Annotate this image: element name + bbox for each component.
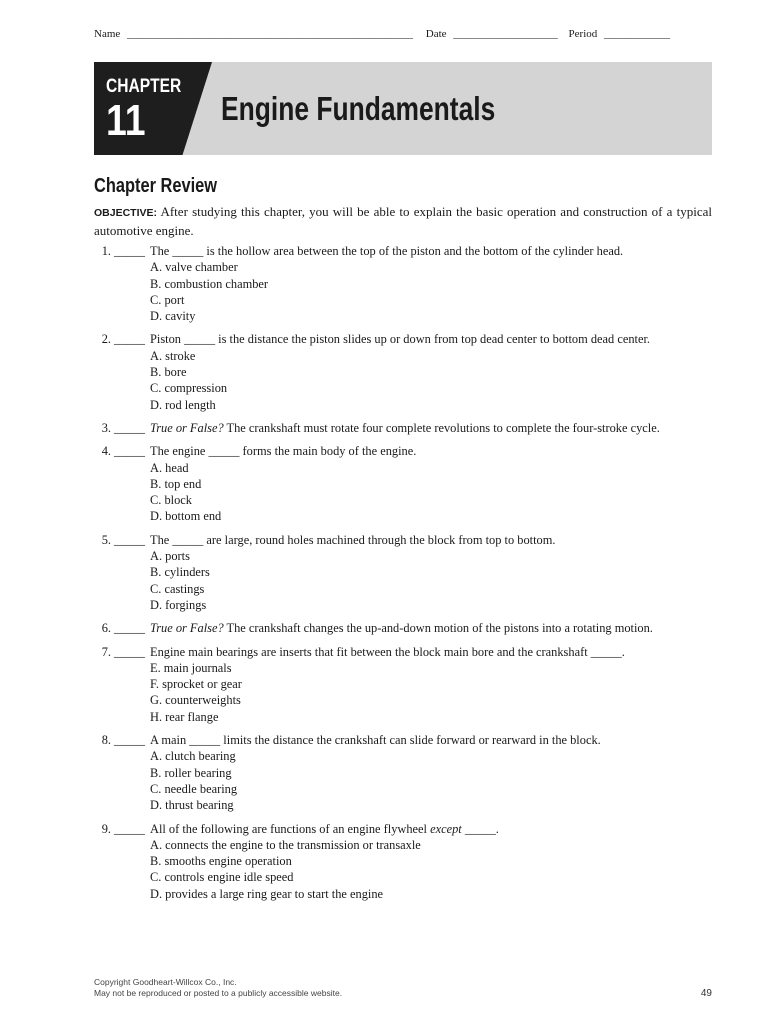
answer-option: D. forgings bbox=[150, 597, 207, 612]
answer-blank[interactable]: _____ bbox=[114, 444, 145, 459]
question-text-segment: The _____ are large, round holes machined through the block from top to bottom. bbox=[150, 532, 556, 547]
question-text-segment: The _____ is the hollow area between the top of the piston and the bottom of the cylinder head. bbox=[150, 244, 624, 258]
answer-option: A. valve chamber bbox=[150, 260, 238, 275]
answer-option: A. head bbox=[150, 460, 189, 475]
question-number: 5. bbox=[101, 532, 111, 547]
answer-option: C. castings bbox=[150, 581, 205, 596]
question-text-segment: All of the following are functions of an engine flywheel bbox=[150, 821, 431, 836]
answer-option: B. roller bearing bbox=[150, 765, 232, 780]
answer-blank[interactable]: _____ bbox=[114, 532, 145, 547]
copyright-line-2: May not be reproduced or posted to a publicly accessible website. bbox=[94, 988, 343, 998]
answer-blank[interactable]: _____ bbox=[114, 821, 145, 836]
answer-option: H. rear flange bbox=[150, 709, 219, 724]
chapter-banner bbox=[94, 62, 712, 155]
answer-option: E. main journals bbox=[150, 660, 232, 675]
question-text bbox=[150, 243, 712, 259]
answer-option: C. block bbox=[150, 493, 192, 508]
question-text-segment: _____. bbox=[461, 821, 499, 836]
question-number: 4. bbox=[101, 444, 111, 459]
question-text bbox=[150, 732, 712, 748]
question-text-segment: except bbox=[430, 821, 462, 836]
question-text-segment: A main _____ limits the distance the crankshaft can slide forward or rearward in the block. bbox=[150, 733, 601, 748]
question-item bbox=[94, 331, 712, 412]
question-item bbox=[94, 532, 712, 613]
question-text bbox=[150, 620, 712, 636]
question-item bbox=[94, 644, 712, 725]
copyright-line-1: Copyright Goodheart-Willcox Co., Inc. bbox=[94, 977, 237, 987]
question-item bbox=[94, 443, 712, 524]
answer-option: B. top end bbox=[150, 476, 202, 491]
answer-option: D. cavity bbox=[150, 309, 196, 324]
answer-option: B. smooths engine operation bbox=[150, 854, 292, 869]
chapter-label: CHAPTER bbox=[106, 76, 182, 97]
answer-blank[interactable]: _____ bbox=[114, 733, 145, 748]
answer-blank[interactable]: _____ bbox=[114, 621, 145, 636]
question-text bbox=[150, 331, 712, 347]
answer-option: D. thrust bearing bbox=[150, 798, 234, 813]
question-item bbox=[94, 243, 712, 324]
chapter-number: 11 bbox=[106, 96, 146, 145]
answer-option: D. rod length bbox=[150, 397, 216, 412]
question-text-segment: True or False? bbox=[150, 420, 224, 435]
period-label: Period bbox=[568, 28, 598, 40]
answer-option: C. port bbox=[150, 292, 185, 307]
date-label: Date bbox=[425, 28, 447, 40]
question-number: 2. bbox=[101, 332, 111, 347]
answer-option: A. ports bbox=[150, 549, 190, 564]
answer-option: G. counterweights bbox=[150, 693, 241, 708]
question-text bbox=[150, 821, 712, 837]
question-number: 8. bbox=[101, 733, 111, 748]
answer-option: B. bore bbox=[150, 365, 187, 380]
answer-option: A. clutch bearing bbox=[150, 749, 236, 764]
objective-paragraph bbox=[94, 203, 712, 239]
objective-text: After studying this chapter, you will be able to explain the basic operation and construction of a typical automotive engine. bbox=[94, 204, 712, 238]
question-text-segment: True or False? bbox=[150, 621, 224, 636]
question-text bbox=[150, 443, 712, 459]
answer-option: C. needle bearing bbox=[150, 781, 238, 796]
question-text-segment: The crankshaft must rotate four complete revolutions to complete the four-stroke cycle. bbox=[223, 420, 660, 435]
question-number: 9. bbox=[101, 821, 111, 836]
copyright-notice bbox=[94, 977, 342, 999]
objective-label: OBJECTIVE: bbox=[94, 207, 158, 219]
answer-option: A. stroke bbox=[150, 348, 196, 363]
question-text bbox=[150, 644, 712, 660]
question-text bbox=[150, 420, 712, 436]
student-info-header bbox=[94, 28, 712, 40]
answer-option: C. controls engine idle speed bbox=[150, 870, 294, 885]
question-text-segment: Piston _____ is the distance the piston slides up or down from top dead center to bottom dead center. bbox=[150, 332, 651, 347]
question-item bbox=[94, 732, 712, 813]
chapter-title: Engine Fundamentals bbox=[221, 90, 496, 127]
answer-option: D. bottom end bbox=[150, 509, 222, 524]
answer-blank[interactable]: _____ bbox=[114, 644, 145, 659]
question-text-segment: Engine main bearings are inserts that fit between the block main bore and the crankshaft _____. bbox=[150, 644, 625, 659]
name-field[interactable]: ____________________________________________________ bbox=[127, 28, 414, 40]
answer-blank[interactable]: _____ bbox=[114, 244, 145, 258]
answer-option: A. connects the engine to the transmission or transaxle bbox=[150, 837, 421, 852]
answer-option: D. provides a large ring gear to start the engine bbox=[150, 886, 384, 901]
date-field[interactable]: ___________________ bbox=[453, 28, 558, 40]
answer-option: C. compression bbox=[150, 381, 228, 396]
page-number: 49 bbox=[700, 988, 712, 999]
section-title: Chapter Review bbox=[94, 175, 218, 197]
question-number: 7. bbox=[101, 644, 111, 659]
answer-blank[interactable]: _____ bbox=[114, 420, 145, 435]
question-text-segment: The crankshaft changes the up-and-down motion of the pistons into a rotating motion. bbox=[223, 621, 653, 636]
question-list bbox=[94, 243, 712, 909]
question-number: 1. bbox=[101, 244, 111, 258]
answer-option: B. combustion chamber bbox=[150, 276, 269, 291]
question-number: 6. bbox=[101, 621, 111, 636]
answer-option: F. sprocket or gear bbox=[150, 677, 242, 692]
name-label: Name bbox=[94, 28, 121, 40]
period-field[interactable]: ____________ bbox=[604, 28, 671, 40]
question-item bbox=[94, 620, 712, 636]
question-text-segment: The engine _____ forms the main body of the engine. bbox=[150, 444, 417, 459]
question-number: 3. bbox=[101, 420, 111, 435]
question-item bbox=[94, 420, 712, 436]
question-item bbox=[94, 821, 712, 902]
question-text bbox=[150, 532, 712, 548]
answer-blank[interactable]: _____ bbox=[114, 332, 145, 347]
answer-option: B. cylinders bbox=[150, 565, 210, 580]
